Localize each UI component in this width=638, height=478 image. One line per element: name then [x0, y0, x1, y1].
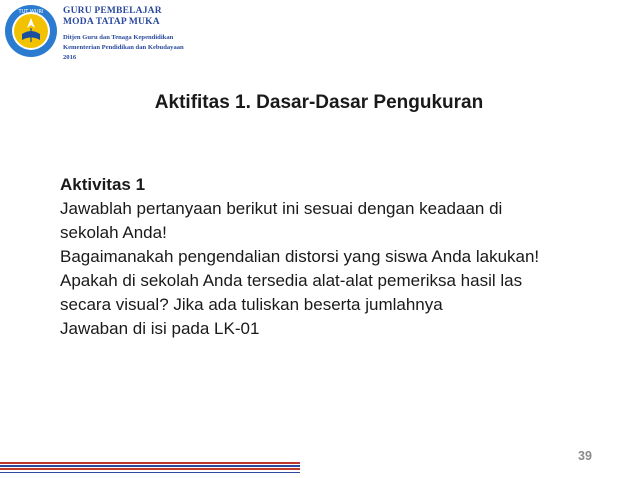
body-line: Jawaban di isi pada LK-01 — [60, 319, 260, 338]
body-line: secara visual? Jika ada tuliskan beserta jumlahnya — [60, 295, 443, 314]
page-number: 39 — [578, 449, 592, 463]
stripe-blue — [0, 472, 300, 474]
org-line-1: Ditjen Guru dan Tenaga Kependidikan — [63, 34, 174, 41]
slide-body — [60, 173, 620, 341]
program-line-1: GURU PEMBELAJAR — [63, 6, 162, 16]
stripe-red — [0, 468, 300, 470]
activity-heading: Aktivitas 1 — [60, 175, 146, 194]
slide-title: Aktifitas 1. Dasar-Dasar Pengukuran — [154, 92, 484, 113]
header-branding — [63, 6, 184, 62]
body-line: Bagaimanakah pengendalian distorsi yang siswa Anda lakukan! — [60, 247, 540, 266]
program-line-2: MODA TATAP MUKA — [63, 17, 160, 27]
body-line: sekolah Anda! — [60, 223, 167, 242]
stripe-blue — [0, 465, 300, 467]
body-line: Apakah di sekolah Anda tersedia alat-alat pemeriksa hasil las — [60, 271, 523, 290]
svg-text:TUT WURI: TUT WURI — [18, 9, 44, 15]
year-label: 2016 — [63, 54, 77, 61]
stripe-red — [0, 462, 300, 464]
footer-stripes — [0, 462, 300, 475]
org-line-2: Kementerian Pendidikan dan Kebudayaan — [63, 44, 184, 51]
body-line: Jawablah pertanyaan berikut ini sesuai dengan keadaan di — [60, 199, 503, 218]
kemdikbud-logo-icon — [4, 4, 58, 58]
